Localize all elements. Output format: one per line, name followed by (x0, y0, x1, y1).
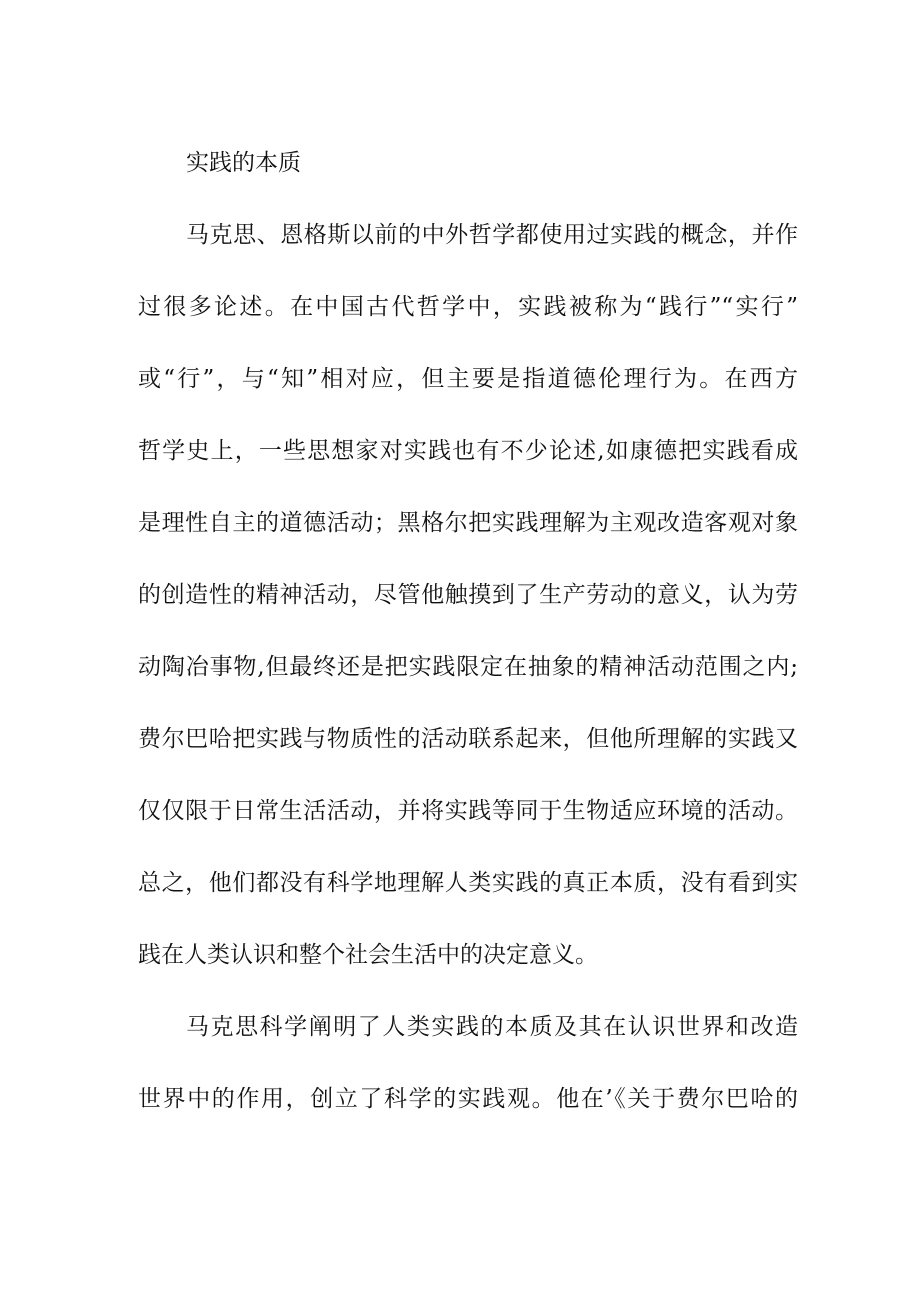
paragraph-2-line-2: 世界中的作用，创立了科学的实践观。他在’《关于费尔巴哈的 (138, 1086, 798, 1112)
paragraph-1-line-3: 或“行”，与“知”相对应，但主要是指道德伦理行为。在西方 (138, 366, 798, 392)
paragraph-1-line-10: 总之，他们都没有科学地理解人类实践的真正本质，没有看到实 (138, 870, 798, 896)
paragraph-1-line-6: 的创造性的精神活动，尽管他触摸到了生产劳动的意义，认为劳 (138, 582, 798, 608)
paragraph-1-line-11: 践在人类认识和整个社会生活中的决定意义。 (138, 942, 598, 968)
paragraph-1-line-1: 马克思、恩格斯以前的中外哲学都使用过实践的概念，并作 (186, 222, 798, 248)
paragraph-1-line-8: 费尔巴哈把实践与物质性的活动联系起来，但他所理解的实践又 (138, 726, 798, 752)
paragraph-1-line-2: 过很多论述。在中国古代哲学中，实践被称为“践行”“实行” (138, 294, 798, 320)
paragraph-2-line-1: 马克思科学阐明了人类实践的本质及其在认识世界和改造 (186, 1014, 798, 1040)
paragraph-1-line-5: 是理性自主的道德活动；黑格尔把实践理解为主观改造客观对象 (138, 510, 798, 536)
paragraph-1-line-9: 仅仅限于日常生活活动，并将实践等同于生物适应环境的活动。 (138, 798, 798, 824)
paragraph-1-line-4: 哲学史上，一些思想家对实践也有不少论述,如康德把实践看成 (138, 438, 798, 464)
paragraph-1-line-7: 动陶冶事物,但最终还是把实践限定在抽象的精神活动范围之内; (138, 654, 798, 680)
section-heading: 实践的本质 (186, 150, 301, 176)
